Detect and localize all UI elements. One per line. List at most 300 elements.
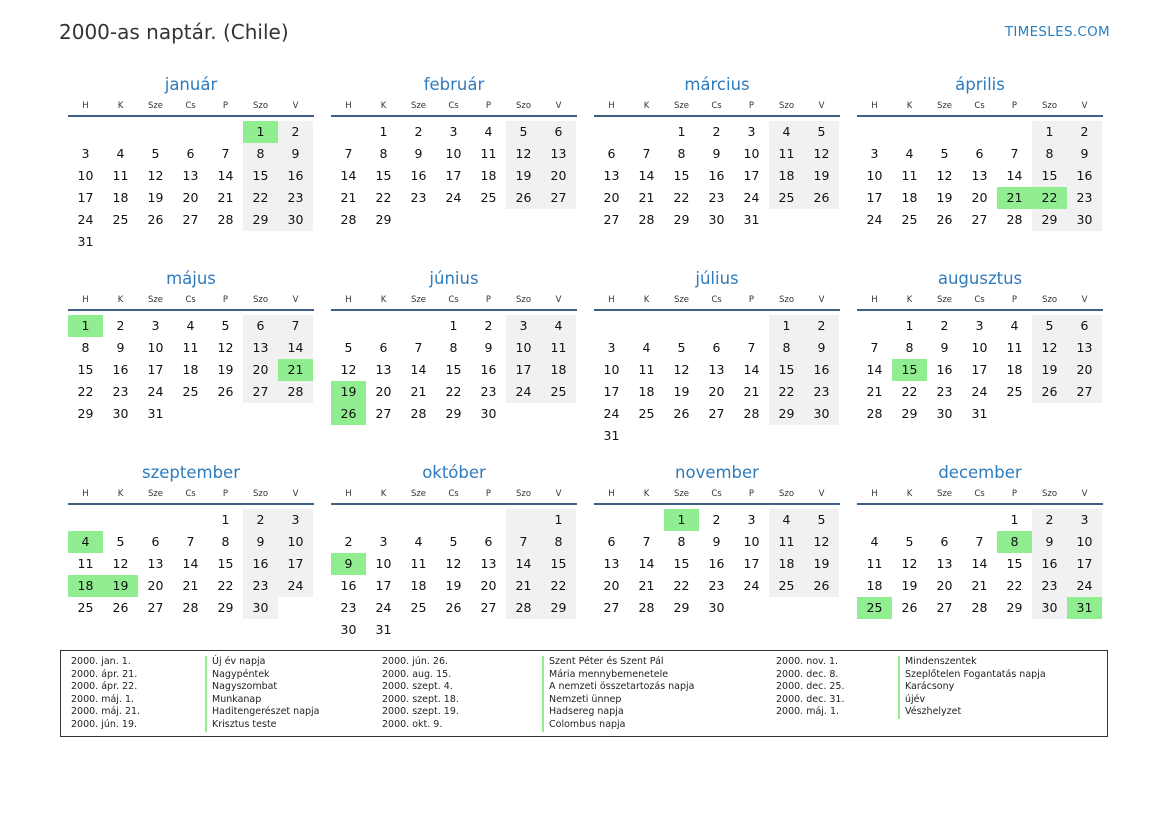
day-cell: 4 xyxy=(116,146,125,161)
empty-cell xyxy=(734,597,769,619)
legend-holiday-name: Mindenszentek xyxy=(898,656,1046,669)
day-cell: 24 xyxy=(743,190,760,205)
day-cell: 5 xyxy=(344,340,353,355)
day-cell: 4 xyxy=(769,509,804,531)
day-cell: 23 xyxy=(340,600,357,615)
day-cell: 5 xyxy=(905,534,914,549)
weekday-label: Szo xyxy=(1041,295,1058,305)
day-cell: 23 xyxy=(1067,187,1102,209)
day-cell: 3 xyxy=(607,340,616,355)
day-cell: 28 xyxy=(410,406,427,421)
day-cell: 3 xyxy=(278,509,313,531)
day-cell: 24 xyxy=(445,190,462,205)
day-cell: 20 xyxy=(541,165,576,187)
day-cell: 25 xyxy=(901,212,918,227)
weekday-label: P xyxy=(222,101,229,111)
day-cell: 27 xyxy=(708,406,725,421)
month-9 xyxy=(331,460,577,654)
day-cell: 23 xyxy=(243,575,278,597)
day-cell: 27 xyxy=(541,187,576,209)
day-cell: 3 xyxy=(379,534,388,549)
day-grid xyxy=(331,315,577,425)
legend-date: 2000. máj. 1. xyxy=(71,693,135,705)
day-cell: 2 xyxy=(243,509,278,531)
day-cell: 14 xyxy=(506,553,541,575)
day-cell: 9 xyxy=(484,340,493,355)
day-cell: 23 xyxy=(708,190,725,205)
day-grid xyxy=(594,315,840,447)
day-grid xyxy=(857,315,1103,425)
day-cell: 25 xyxy=(410,600,427,615)
weekday-label: Szo xyxy=(1041,489,1058,499)
day-cell: 3 xyxy=(870,146,879,161)
day-cell: 4 xyxy=(484,124,493,139)
empty-cell xyxy=(594,121,629,143)
day-cell: 4 xyxy=(414,534,423,549)
weekday-label: H xyxy=(82,489,89,499)
day-cell: 10 xyxy=(866,168,883,183)
day-cell: 9 xyxy=(243,531,278,553)
day-cell: 8 xyxy=(677,534,686,549)
day-cell: 17 xyxy=(743,556,760,571)
day-cell: 3 xyxy=(1067,509,1102,531)
weekday-label: H xyxy=(608,489,615,499)
empty-cell xyxy=(997,121,1032,143)
day-cell: 12 xyxy=(112,556,129,571)
day-cell: 21 xyxy=(506,575,541,597)
day-cell: 8 xyxy=(677,146,686,161)
day-cell: 21 xyxy=(971,578,988,593)
empty-cell xyxy=(769,597,804,619)
legend-date: 2000. máj. 1. xyxy=(776,706,840,718)
day-cell: 16 xyxy=(804,359,839,381)
day-cell: 9 xyxy=(116,340,125,355)
day-cell: 29 xyxy=(673,212,690,227)
day-cell: 27 xyxy=(971,212,988,227)
legend-holiday-name: Vészhelyzet xyxy=(898,706,1046,719)
day-cell: 14 xyxy=(340,168,357,183)
day-grid xyxy=(594,509,840,619)
day-cell: 25 xyxy=(112,212,129,227)
day-cell: 11 xyxy=(638,362,655,377)
day-cell: 19 xyxy=(1032,359,1067,381)
day-cell: 27 xyxy=(936,600,953,615)
legend-holiday-name: Szent Péter és Szent Pál xyxy=(542,656,695,669)
legend-holiday-name: Mária mennybemenetele xyxy=(542,669,695,682)
day-cell: 22 xyxy=(901,384,918,399)
day-cell: 18 xyxy=(901,190,918,205)
day-cell: 9 xyxy=(1067,143,1102,165)
month-6 xyxy=(594,266,840,460)
day-cell: 15 xyxy=(243,165,278,187)
day-cell: 12 xyxy=(804,531,839,553)
day-cell: 2 xyxy=(1067,121,1102,143)
day-cell: 13 xyxy=(971,168,988,183)
day-cell: 15 xyxy=(375,168,392,183)
day-cell: 29 xyxy=(217,600,234,615)
legend-date: 2000. szept. 4. xyxy=(382,681,453,693)
day-cell: 3 xyxy=(747,512,756,527)
day-cell: 4 xyxy=(642,340,651,355)
weekday-label: P xyxy=(222,489,229,499)
legend-dates-column xyxy=(71,656,140,732)
empty-cell xyxy=(173,403,208,425)
day-cell: 15 xyxy=(541,553,576,575)
weekday-label: H xyxy=(871,489,878,499)
empty-cell xyxy=(471,509,506,531)
empty-cell xyxy=(103,231,138,253)
day-cell: 10 xyxy=(971,340,988,355)
day-cell: 13 xyxy=(375,362,392,377)
day-cell: 14 xyxy=(638,556,655,571)
day-cell: 30 xyxy=(112,406,129,421)
weekday-header xyxy=(68,98,314,117)
day-cell: 24 xyxy=(147,384,164,399)
weekday-label: P xyxy=(485,489,492,499)
day-cell: 8 xyxy=(221,534,230,549)
day-cell: 13 xyxy=(1067,337,1102,359)
day-cell: 10 xyxy=(278,531,313,553)
day-cell: 2 xyxy=(1032,509,1067,531)
weekday-label: Szo xyxy=(515,101,532,111)
day-cell: 7 xyxy=(221,146,230,161)
day-cell: 5 xyxy=(804,509,839,531)
month-title: december xyxy=(938,463,1022,482)
weekday-header xyxy=(331,98,577,117)
empty-cell xyxy=(699,315,734,337)
legend-holiday-name: Haditengerészet napja xyxy=(205,706,320,719)
day-cell: 31 xyxy=(603,428,620,443)
month-11 xyxy=(857,460,1103,654)
day-cell: 2 xyxy=(804,315,839,337)
weekday-label: K xyxy=(643,101,650,111)
day-cell: 15 xyxy=(673,556,690,571)
empty-cell xyxy=(804,209,839,231)
weekday-label: Cs xyxy=(711,489,722,499)
legend-date: 2000. máj. 21. xyxy=(71,706,141,718)
day-cell: 17 xyxy=(278,553,313,575)
day-cell: 31 xyxy=(971,406,988,421)
weekday-label: Sze xyxy=(147,101,164,111)
day-cell: 7 xyxy=(344,146,353,161)
weekday-label: K xyxy=(117,101,124,111)
day-cell: 29 xyxy=(375,212,392,227)
day-cell: 9 xyxy=(712,146,721,161)
empty-cell xyxy=(506,403,541,425)
legend-names-column xyxy=(542,656,695,732)
day-cell: 6 xyxy=(940,534,949,549)
weekday-label: P xyxy=(222,295,229,305)
day-cell: 5 xyxy=(940,146,949,161)
weekday-header xyxy=(857,292,1103,311)
day-cell: 19 xyxy=(506,165,541,187)
day-cell: 8 xyxy=(449,340,458,355)
day-cell: 19 xyxy=(673,384,690,399)
empty-cell xyxy=(138,231,173,253)
empty-cell xyxy=(436,509,471,531)
month-title: november xyxy=(675,463,759,482)
weekday-label: H xyxy=(345,101,352,111)
legend-date: 2000. dec. 25. xyxy=(776,681,845,693)
day-cell: 8 xyxy=(243,143,278,165)
day-cell: 16 xyxy=(708,168,725,183)
weekday-label: Sze xyxy=(673,295,690,305)
empty-cell xyxy=(401,509,436,531)
day-cell: 30 xyxy=(480,406,497,421)
day-cell: 17 xyxy=(375,578,392,593)
empty-cell xyxy=(699,425,734,447)
day-cell: 29 xyxy=(1006,600,1023,615)
day-cell: 11 xyxy=(901,168,918,183)
day-cell: 18 xyxy=(182,362,199,377)
day-cell: 28 xyxy=(743,406,760,421)
legend-dates-column xyxy=(776,656,844,719)
day-cell: 17 xyxy=(506,359,541,381)
day-cell: 13 xyxy=(147,556,164,571)
day-cell: 2 xyxy=(712,512,721,527)
day-cell: 22 xyxy=(243,187,278,209)
day-cell: 8 xyxy=(541,531,576,553)
day-cell: 12 xyxy=(445,556,462,571)
weekday-label: H xyxy=(871,295,878,305)
day-cell: 29 xyxy=(1032,209,1067,231)
empty-cell xyxy=(629,315,664,337)
day-cell: 10 xyxy=(147,340,164,355)
day-cell: 11 xyxy=(769,531,804,553)
day-cell: 26 xyxy=(445,600,462,615)
month-title: február xyxy=(423,75,485,94)
day-cell: 20 xyxy=(243,359,278,381)
weekday-label: Cs xyxy=(448,489,459,499)
day-cell: 4 xyxy=(870,534,879,549)
day-cell: 11 xyxy=(866,556,883,571)
day-cell: 14 xyxy=(182,556,199,571)
month-0 xyxy=(68,72,314,266)
day-cell: 21 xyxy=(638,578,655,593)
day-cell: 6 xyxy=(607,534,616,549)
day-cell: 17 xyxy=(77,190,94,205)
weekday-label: V xyxy=(292,101,299,111)
day-cell: 17 xyxy=(743,168,760,183)
month-3 xyxy=(857,72,1103,266)
day-cell: 18 xyxy=(68,575,103,597)
day-cell: 31 xyxy=(77,234,94,249)
empty-cell xyxy=(664,315,699,337)
day-cell: 9 xyxy=(712,534,721,549)
day-cell: 24 xyxy=(1067,575,1102,597)
day-cell: 25 xyxy=(857,597,892,619)
day-cell: 10 xyxy=(1067,531,1102,553)
day-cell: 20 xyxy=(1067,359,1102,381)
weekday-label: Szo xyxy=(252,295,269,305)
legend-holiday-name: Nemzeti ünnep xyxy=(542,694,695,707)
day-cell: 27 xyxy=(603,600,620,615)
day-cell: 30 xyxy=(936,406,953,421)
legend-date: 2000. dec. 31. xyxy=(776,693,845,705)
day-cell: 7 xyxy=(642,534,651,549)
day-cell: 28 xyxy=(971,600,988,615)
day-cell: 1 xyxy=(243,121,278,143)
day-cell: 2 xyxy=(278,121,313,143)
day-cell: 5 xyxy=(116,534,125,549)
weekday-label: Sze xyxy=(410,295,427,305)
day-cell: 27 xyxy=(243,381,278,403)
site-link[interactable]: TIMESLES.COM xyxy=(1004,24,1110,40)
empty-cell xyxy=(68,121,103,143)
day-cell: 13 xyxy=(603,168,620,183)
day-cell: 19 xyxy=(331,381,366,403)
day-cell: 26 xyxy=(1032,381,1067,403)
weekday-label: Sze xyxy=(147,489,164,499)
day-grid xyxy=(594,121,840,231)
weekday-label: V xyxy=(818,489,825,499)
day-cell: 14 xyxy=(278,337,313,359)
day-cell: 1 xyxy=(677,124,686,139)
day-cell: 8 xyxy=(379,146,388,161)
empty-cell xyxy=(804,425,839,447)
empty-cell xyxy=(278,403,313,425)
weekday-header xyxy=(857,98,1103,117)
day-cell: 2 xyxy=(712,124,721,139)
day-cell: 4 xyxy=(905,146,914,161)
day-cell: 8 xyxy=(1032,143,1067,165)
legend-date: 2000. dec. 8. xyxy=(776,668,839,680)
day-cell: 26 xyxy=(804,575,839,597)
day-cell: 25 xyxy=(541,381,576,403)
day-cell: 21 xyxy=(217,190,234,205)
day-cell: 16 xyxy=(1067,165,1102,187)
day-cell: 15 xyxy=(217,556,234,571)
day-cell: 15 xyxy=(769,359,804,381)
day-cell: 12 xyxy=(1032,337,1067,359)
day-cell: 28 xyxy=(340,212,357,227)
day-cell: 17 xyxy=(445,168,462,183)
empty-cell xyxy=(401,209,436,231)
weekday-label: V xyxy=(818,101,825,111)
day-cell: 23 xyxy=(480,384,497,399)
day-cell: 3 xyxy=(151,318,160,333)
weekday-label: Sze xyxy=(936,295,953,305)
day-cell: 22 xyxy=(1006,578,1023,593)
day-cell: 16 xyxy=(1032,553,1067,575)
day-cell: 21 xyxy=(743,384,760,399)
empty-cell xyxy=(997,403,1032,425)
legend-holiday-name: Karácsony xyxy=(898,681,1046,694)
empty-cell xyxy=(243,403,278,425)
weekday-label: P xyxy=(1011,101,1018,111)
day-grid xyxy=(331,121,577,231)
day-cell: 23 xyxy=(1032,575,1067,597)
day-cell: 31 xyxy=(375,622,392,637)
day-cell: 30 xyxy=(243,597,278,619)
weekday-label: V xyxy=(555,295,562,305)
month-title: október xyxy=(422,463,486,482)
legend-date: 2000. ápr. 21. xyxy=(71,668,138,680)
day-cell: 4 xyxy=(1010,318,1019,333)
empty-cell xyxy=(506,619,541,641)
empty-cell xyxy=(927,121,962,143)
legend-holiday-name: A nemzeti összetartozás napja xyxy=(542,681,695,694)
empty-cell xyxy=(1067,403,1102,425)
day-cell: 5 xyxy=(151,146,160,161)
weekday-label: K xyxy=(906,101,913,111)
day-cell: 24 xyxy=(278,575,313,597)
day-cell: 10 xyxy=(743,146,760,161)
month-5 xyxy=(331,266,577,460)
empty-cell xyxy=(173,231,208,253)
empty-cell xyxy=(68,509,103,531)
weekday-label: P xyxy=(485,101,492,111)
weekday-label: V xyxy=(1081,101,1088,111)
day-cell: 15 xyxy=(1032,165,1067,187)
weekday-header xyxy=(331,292,577,311)
weekday-label: K xyxy=(380,489,387,499)
day-cell: 25 xyxy=(77,600,94,615)
day-cell: 21 xyxy=(278,359,313,381)
day-cell: 5 xyxy=(677,340,686,355)
day-cell: 26 xyxy=(147,212,164,227)
empty-cell xyxy=(857,121,892,143)
day-cell: 11 xyxy=(182,340,199,355)
empty-cell xyxy=(892,121,927,143)
weekday-label: V xyxy=(292,295,299,305)
legend-date: 2000. okt. 9. xyxy=(382,718,443,730)
day-cell: 6 xyxy=(975,146,984,161)
weekday-label: Cs xyxy=(185,101,196,111)
weekday-label: Szo xyxy=(778,101,795,111)
weekday-label: P xyxy=(748,295,755,305)
day-cell: 26 xyxy=(506,187,541,209)
day-cell: 18 xyxy=(480,168,497,183)
day-cell: 6 xyxy=(379,340,388,355)
day-cell: 2 xyxy=(414,124,423,139)
day-cell: 18 xyxy=(541,359,576,381)
weekday-label: K xyxy=(643,295,650,305)
day-cell: 26 xyxy=(901,600,918,615)
weekday-label: Cs xyxy=(974,489,985,499)
weekday-label: P xyxy=(1011,489,1018,499)
legend-holiday-name: Krisztus teste xyxy=(205,719,320,732)
weekday-label: K xyxy=(117,489,124,499)
empty-cell xyxy=(804,597,839,619)
weekday-label: Sze xyxy=(410,101,427,111)
empty-cell xyxy=(734,425,769,447)
weekday-label: Sze xyxy=(936,101,953,111)
day-cell: 3 xyxy=(81,146,90,161)
day-cell: 9 xyxy=(804,337,839,359)
empty-cell xyxy=(541,403,576,425)
calendar-grid xyxy=(68,72,1102,654)
day-cell: 21 xyxy=(638,190,655,205)
legend-date: 2000. jún. 19. xyxy=(71,718,138,730)
day-cell: 6 xyxy=(541,121,576,143)
empty-cell xyxy=(103,509,138,531)
weekday-label: V xyxy=(1081,295,1088,305)
day-cell: 9 xyxy=(331,553,366,575)
day-cell: 5 xyxy=(221,318,230,333)
empty-cell xyxy=(331,121,366,143)
day-cell: 9 xyxy=(414,146,423,161)
day-cell: 30 xyxy=(1032,597,1067,619)
day-cell: 17 xyxy=(971,362,988,377)
day-cell: 28 xyxy=(638,600,655,615)
day-cell: 26 xyxy=(804,187,839,209)
day-cell: 22 xyxy=(769,381,804,403)
day-cell: 27 xyxy=(1067,381,1102,403)
empty-cell xyxy=(366,509,401,531)
day-cell: 22 xyxy=(541,575,576,597)
day-cell: 21 xyxy=(340,190,357,205)
